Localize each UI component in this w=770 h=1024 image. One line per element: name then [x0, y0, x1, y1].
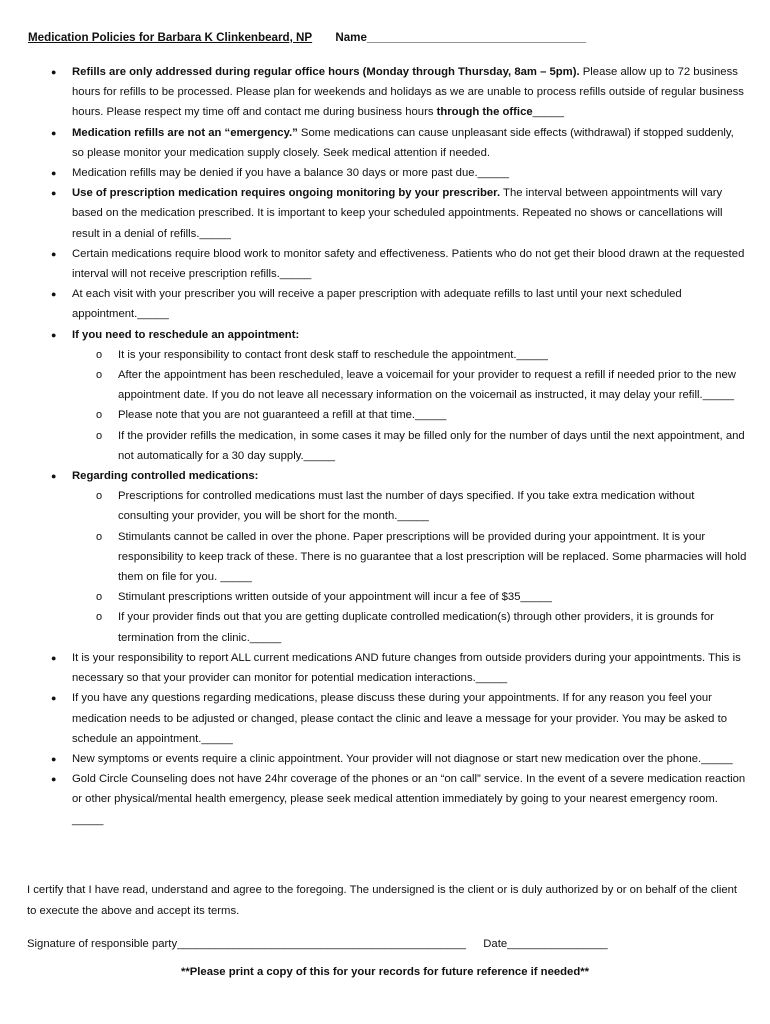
bullet-icon: ●	[51, 168, 57, 179]
policy-text: It is your responsibility to report ALL current medications AND future changes from outside providers during your appointments. This is necessary so that your provider can monitor for potential medication interactions._____	[72, 651, 741, 685]
subitem-text: Stimulants cannot be called in over the phone. Paper prescriptions will be provided during your appointment. It is your responsibility to keep track of these. There is no guarantee that a lost prescription will be replaced. Some pharmacies will hold them on file for you. _____	[118, 530, 747, 584]
circle-bullet-icon: o	[96, 611, 103, 624]
policy-subitem	[0, 365, 770, 405]
subitem-text: If your provider finds out that you are getting duplicate controlled medication(s) through other providers, it is grounds for termination from the clinic._____	[118, 611, 714, 644]
policy-item	[0, 123, 770, 163]
policy-heading: If you need to reschedule an appointment:	[72, 328, 300, 341]
bullet-icon: ●	[51, 188, 57, 199]
policy-list	[0, 62, 770, 830]
policy-item	[0, 648, 770, 688]
policy-item	[0, 466, 770, 486]
signature-line	[27, 934, 748, 954]
subitem-text: It is your responsibility to contact front desk staff to reschedule the appointment._____	[118, 348, 548, 361]
bullet-icon: ●	[51, 753, 57, 764]
policy-text: The interval between appointments will vary based on the medication prescribed. It is important to keep your scheduled appointments. Repeated no shows or cancellations will result in a denial of refills._____	[72, 187, 723, 240]
policy-subitem	[0, 527, 770, 588]
header	[28, 31, 586, 44]
policy-item	[0, 163, 770, 183]
policy-heading: Regarding controlled medications:	[72, 470, 259, 483]
subitem-text: Please note that you are not guaranteed a refill at that time._____	[118, 409, 447, 422]
policy-text: Some medications can cause unpleasant side effects (withdrawal) if stopped suddenly, so please monitor your medication supply closely. Seek medical attention if needed.	[72, 126, 734, 159]
policy-heading: Use of prescription medication requires ongoing monitoring by your prescriber.	[72, 187, 501, 200]
document-title: Medication Policies for Barbara K Clinkenbeard, NP	[28, 31, 313, 44]
bullet-icon: ●	[51, 67, 57, 77]
policy-item	[0, 183, 770, 244]
circle-bullet-icon: o	[96, 530, 103, 543]
policy-text: Please allow up to 72 business hours for refills to be processed. Please plan for weekends and holidays as we are unable to process refills outside of regular business hours. Please respect my time off and contact me during business hours	[72, 66, 744, 119]
bullet-icon: ●	[51, 329, 57, 340]
policy-subitem	[0, 607, 770, 647]
policy-item	[0, 62, 770, 123]
bullet-icon: ●	[51, 127, 57, 138]
initial-blank[interactable]: _____	[532, 106, 565, 119]
bullet-icon: ●	[51, 471, 57, 482]
circle-bullet-icon: o	[96, 348, 103, 361]
name-field[interactable]: Name__________________________________	[335, 31, 587, 44]
bullet-icon: ●	[51, 693, 57, 704]
bullet-icon: ●	[51, 774, 57, 785]
policy-text: At each visit with your prescriber you will receive a paper prescription with adequate refills to last until your next scheduled appointment._____	[72, 288, 682, 321]
policy-subitem	[0, 405, 770, 425]
policy-item	[0, 284, 770, 324]
circle-bullet-icon: o	[96, 409, 103, 422]
policy-item	[0, 325, 770, 345]
circle-bullet-icon: o	[96, 429, 103, 442]
bullet-icon: ●	[51, 289, 57, 300]
subitem-text: Prescriptions for controlled medications must last the number of days specified. If you take extra medication without consulting your provider, you will be short for the month._____	[118, 490, 695, 523]
policy-text: Gold Circle Counseling does not have 24hr coverage of the phones or an “on call” service. In the event of a severe medication reaction or other physical/mental health emergency, please seek medical attention immediately by going to your nearest emergency room. _____	[72, 773, 746, 826]
policy-text: If you have any questions regarding medications, please discuss these during your appointments. If for any reason you feel your medication needs to be adjusted or changed, please contact the clinic and leave a message for your provider. You may be asked to schedule an appointment._____	[72, 692, 728, 745]
circle-bullet-icon: o	[96, 369, 103, 382]
policy-heading: Medication refills are not an “emergency.”	[72, 126, 298, 139]
bullet-icon: ●	[51, 248, 57, 259]
policy-subitem	[0, 587, 770, 607]
circle-bullet-icon: o	[96, 490, 103, 503]
policy-emphasis: through the office	[436, 106, 533, 119]
signature-field[interactable]: Signature of responsible party______________________________________________	[27, 938, 467, 950]
certification-statement: I certify that I have read, understand and agree to the foregoing. The undersigned is the client or is duly authorized by or on behalf of the client to execute the above and accept its terms.	[27, 884, 738, 917]
policy-item	[0, 769, 770, 830]
footer-note: **Please print a copy of this for your records for future reference if needed**	[180, 966, 590, 978]
circle-bullet-icon: o	[96, 591, 103, 604]
policy-heading: Refills are only addressed during regular office hours (Monday through Thursday, 8am – 5pm).	[72, 66, 580, 78]
subitem-text: If the provider refills the medication, in some cases it may be filled only for the number of days until the next appointment, and not automatically for a 30 day supply._____	[118, 429, 745, 462]
policy-subitem	[0, 486, 770, 526]
policy-subitem	[0, 345, 770, 365]
subitem-text: After the appointment has been rescheduled, leave a voicemail for your provider to request a refill if needed prior to the new appointment date. If you do not leave all necessary information on the voicemail as instructed, it may delay your refill._____	[118, 369, 736, 402]
policy-subitem	[0, 426, 770, 466]
bullet-icon: ●	[51, 652, 57, 663]
policy-item	[0, 688, 770, 749]
policy-item	[0, 749, 770, 769]
subitem-text: Stimulant prescriptions written outside of your appointment will incur a fee of $35_____	[118, 591, 552, 604]
policy-text: New symptoms or events require a clinic appointment. Your provider will not diagnose or start new medication over the phone._____	[72, 752, 733, 765]
policy-text: Certain medications require blood work to monitor safety and effectiveness. Patients who do not get their blood drawn at the requested interval will not receive prescription refills._____	[72, 247, 745, 281]
date-field[interactable]: Date________________	[483, 938, 608, 950]
policy-text: Medication refills may be denied if you have a balance 30 days or more past due._____	[72, 167, 510, 180]
policy-item	[0, 244, 770, 284]
